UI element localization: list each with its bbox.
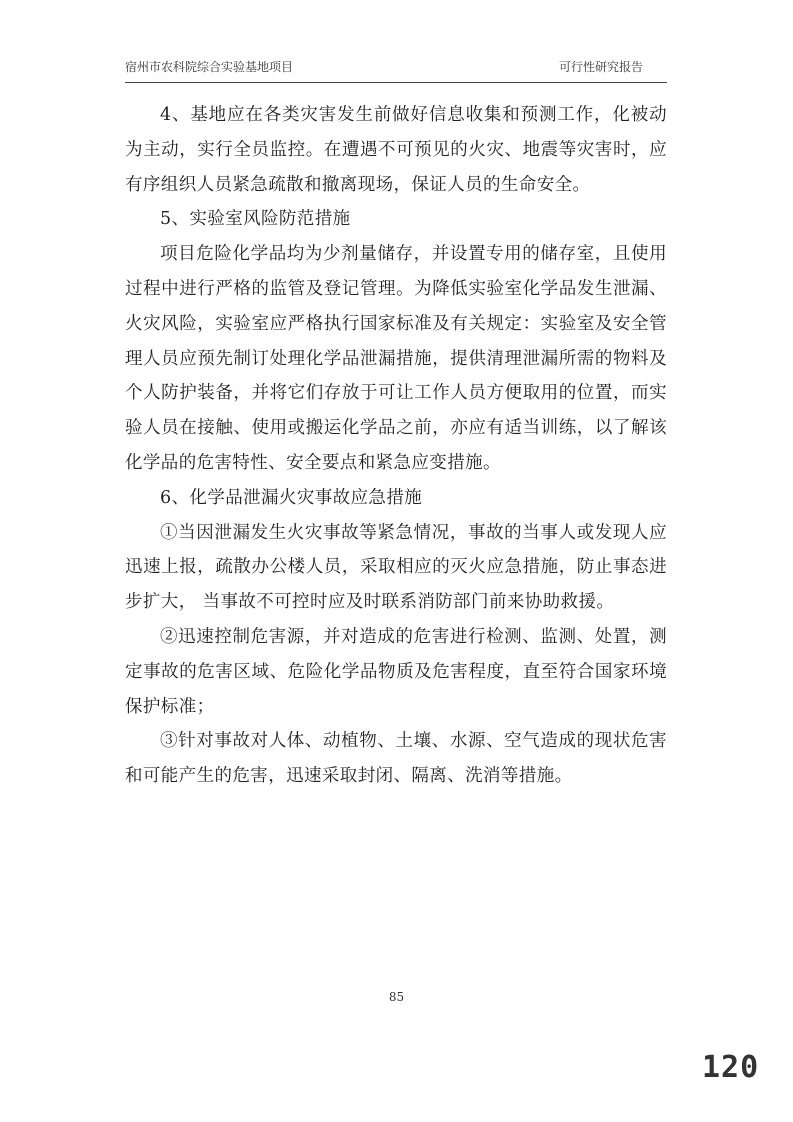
header-divider <box>125 82 667 83</box>
document-body <box>125 98 667 794</box>
paragraph-response-step-1: ①当因泄漏发生火灾事故等紧急情况，事故的当事人或发现人应迅速上报，疏散办公楼人员，采取相应的灭火应急措施，防止事态进步扩大， 当事故不可控时应及时联系消防部门前来协助救援。 <box>125 522 667 613</box>
paragraph-response-step-2: ②迅速控制危害源，并对造成的危害进行检测、监测、处置，测定事故的危害区域、危险化学品物质及危害程度，直至符合国家环境保护标准； <box>125 626 667 717</box>
paragraph-disaster-monitoring: 4、基地应在各类灾害发生前做好信息收集和预测工作，化被动为主动，实行全员监控。在遭遇不可预见的火灾、地震等灾害时，应有序组织人员紧急疏散和撤离现场，保证人员的生命安全。 <box>125 105 667 195</box>
paragraph-response-step-3: ③针对事故对人体、动植物、土壤、水源、空气造成的现状危害和可能产生的危害，迅速采取封闭、隔离、洗消等措施。 <box>125 731 667 787</box>
running-header-report-type: 可行性研究报告 <box>558 60 643 74</box>
page-number: 85 <box>388 990 405 1004</box>
section-heading-lab-risk: 5、实验室风险防范措施 <box>160 209 351 230</box>
paragraph-chemical-storage: 项目危险化学品均为少剂量储存，并设置专用的储存室，且使用过程中进行严格的监管及登记管理。为降低实验室化学品发生泄漏、火灾风险，实验室应严格执行国家标准及有关规定：实验室及安全管理人员应预先制订处理化学品泄漏措施，提供清理泄漏所需的物料及个人防护装备，并将它们存放于可让工作人员方便取用的位置，而实验人员在接触、使用或搬运化学品之前，亦应有适当训练，以了解该化学品的危害特性、安全要点和紧急应变措施。 <box>125 244 667 473</box>
stamped-sheet-number: 120 <box>702 1050 760 1085</box>
running-header-project-title: 宿州市农科院综合实验基地项目 <box>125 60 294 74</box>
section-heading-leak-fire-response: 6、化学品泄漏火灾事故应急措施 <box>160 487 423 508</box>
